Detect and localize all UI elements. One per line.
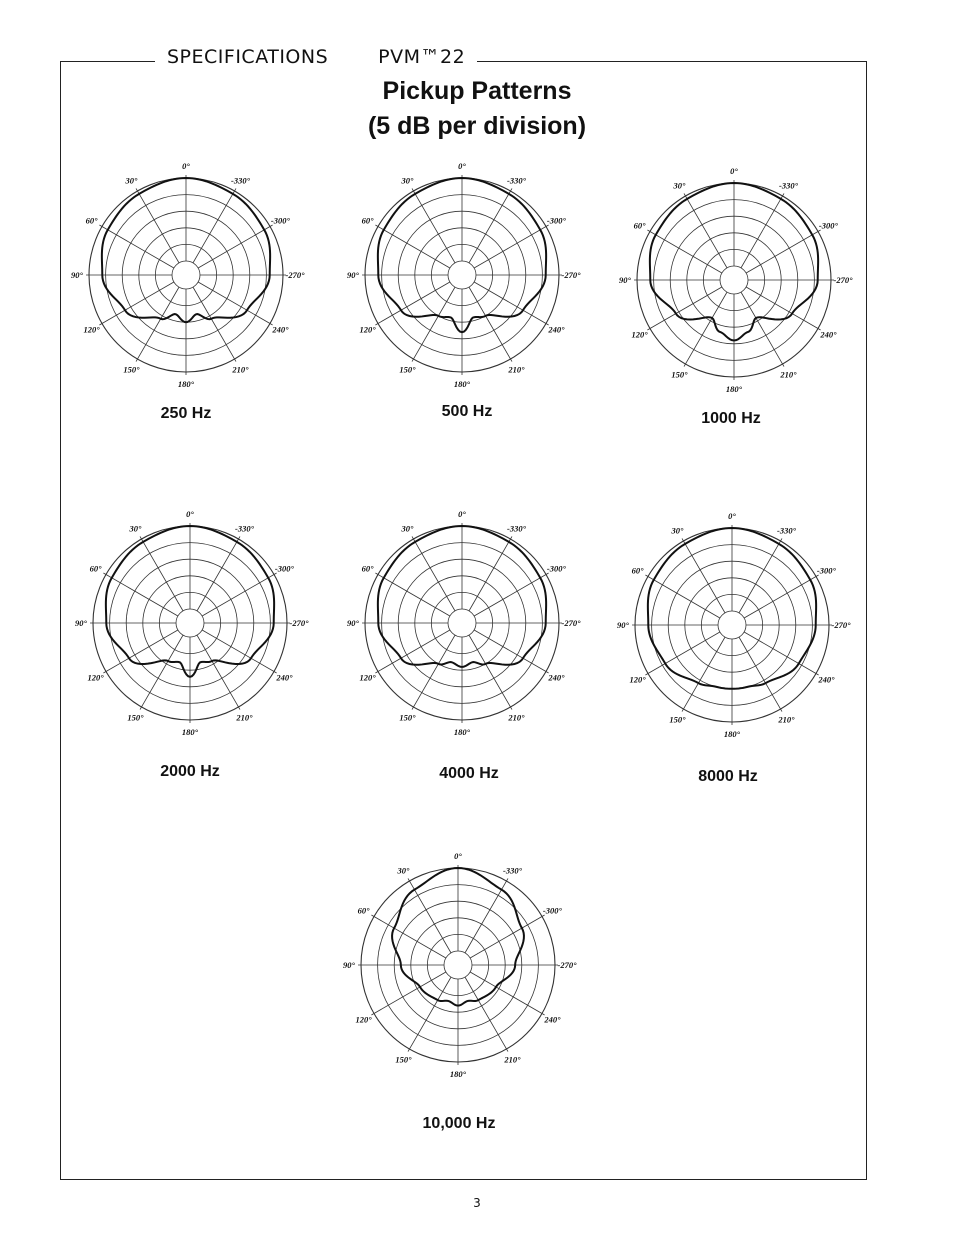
- angle-label: 180°: [453, 379, 471, 389]
- angle-label: 60°: [633, 220, 646, 231]
- title-line-2: (5 dB per division): [367, 112, 587, 140]
- angle-label: 0°: [730, 166, 738, 176]
- angle-label: 210°: [236, 712, 253, 723]
- angle-label: 150°: [123, 364, 140, 375]
- angle-label: 180°: [181, 727, 199, 737]
- angle-label: -270°: [561, 270, 581, 280]
- angle-label: -270°: [561, 618, 581, 628]
- polar-ring: [448, 609, 476, 637]
- angle-label: 120°: [355, 1014, 372, 1025]
- angle-label: 150°: [671, 369, 688, 380]
- page-header: [155, 44, 477, 70]
- freq-label-250hz: 250 Hz: [160, 405, 212, 422]
- angle-label: 240°: [818, 674, 835, 685]
- polar-chart-1000hz: [614, 165, 854, 395]
- angle-label: -300°: [270, 215, 290, 226]
- angle-label: 90°: [71, 270, 83, 280]
- angle-label: 120°: [359, 672, 376, 683]
- angle-label: 90°: [343, 960, 355, 970]
- polar-ring: [720, 266, 748, 294]
- angle-label: 60°: [89, 563, 102, 574]
- angle-label: 150°: [669, 714, 686, 725]
- freq-label-10000hz: 10,000 Hz: [422, 1115, 496, 1132]
- angle-label: 210°: [508, 712, 525, 723]
- angle-label: 120°: [87, 672, 104, 683]
- angle-label: 30°: [673, 180, 686, 191]
- angle-label: -330°: [235, 523, 254, 534]
- polar-chart-4000hz: [342, 508, 582, 738]
- polar-chart-10000hz: [338, 850, 578, 1080]
- angle-label: 210°: [504, 1054, 521, 1065]
- angle-label: 150°: [395, 1054, 412, 1065]
- angle-label: -300°: [816, 565, 836, 576]
- freq-label-8000hz: 8000 Hz: [698, 768, 758, 785]
- angle-label: 0°: [458, 161, 466, 171]
- angle-label: 30°: [125, 175, 138, 186]
- angle-label: 60°: [361, 215, 374, 226]
- angle-label: 150°: [127, 712, 144, 723]
- angle-label: 60°: [631, 565, 644, 576]
- angle-label: 30°: [401, 175, 414, 186]
- angle-label: 90°: [617, 620, 629, 630]
- angle-label: -330°: [777, 525, 796, 536]
- angle-label: 240°: [820, 329, 837, 340]
- angle-label: 180°: [725, 384, 743, 394]
- angle-label: 120°: [359, 324, 376, 335]
- angle-label: -300°: [546, 563, 566, 574]
- angle-label: 90°: [75, 618, 87, 628]
- angle-label: 30°: [671, 525, 684, 536]
- angle-label: -330°: [779, 180, 798, 191]
- angle-label: 60°: [361, 563, 374, 574]
- page-title: [0, 74, 954, 144]
- angle-label: 180°: [177, 379, 195, 389]
- angle-label: 180°: [723, 729, 741, 739]
- angle-label: 30°: [129, 523, 142, 534]
- polar-ring: [444, 951, 472, 979]
- freq-label-4000hz: 4000 Hz: [439, 765, 499, 782]
- freq-label-1000hz: 1000 Hz: [701, 410, 761, 427]
- angle-label: -270°: [831, 620, 851, 630]
- angle-label: 150°: [399, 364, 416, 375]
- angle-label: -330°: [503, 865, 522, 876]
- angle-label: 240°: [548, 324, 565, 335]
- angle-label: 60°: [357, 905, 370, 916]
- angle-label: -330°: [507, 175, 526, 186]
- angle-label: 210°: [780, 369, 797, 380]
- angle-label: -300°: [818, 220, 838, 231]
- angle-label: 30°: [397, 865, 410, 876]
- angle-label: -270°: [285, 270, 305, 280]
- polar-ring: [172, 261, 200, 289]
- freq-label-500hz: 500 Hz: [441, 403, 493, 420]
- angle-label: 210°: [508, 364, 525, 375]
- angle-label: 60°: [85, 215, 98, 226]
- angle-label: -270°: [833, 275, 853, 285]
- angle-label: 0°: [458, 509, 466, 519]
- angle-label: 240°: [272, 324, 289, 335]
- polar-chart-2000hz: [70, 508, 310, 738]
- angle-label: -300°: [546, 215, 566, 226]
- angle-label: 120°: [631, 329, 648, 340]
- polar-ring: [718, 611, 746, 639]
- freq-label-2000hz: 2000 Hz: [160, 763, 220, 780]
- page-number: 3: [473, 1196, 481, 1210]
- angle-label: 180°: [449, 1069, 467, 1079]
- section-label: SPECIFICATIONS: [167, 46, 329, 68]
- angle-label: 0°: [182, 161, 190, 171]
- polar-chart-500hz: [342, 160, 582, 390]
- angle-label: 240°: [276, 672, 293, 683]
- angle-label: 30°: [401, 523, 414, 534]
- title-line-1: Pickup Patterns: [382, 77, 572, 105]
- angle-label: 0°: [454, 851, 462, 861]
- angle-label: 240°: [544, 1014, 561, 1025]
- angle-label: 180°: [453, 727, 471, 737]
- angle-label: 0°: [728, 511, 736, 521]
- angle-label: 90°: [347, 270, 359, 280]
- polar-ring: [448, 261, 476, 289]
- angle-label: -270°: [557, 960, 577, 970]
- angle-label: -300°: [542, 905, 562, 916]
- model-label: PVM™22: [378, 46, 466, 68]
- angle-label: 210°: [778, 714, 795, 725]
- angle-label: 0°: [186, 509, 194, 519]
- angle-label: -270°: [289, 618, 309, 628]
- polar-chart-250hz: [66, 160, 306, 390]
- angle-label: 240°: [548, 672, 565, 683]
- angle-label: -330°: [231, 175, 250, 186]
- angle-label: 150°: [399, 712, 416, 723]
- angle-label: 120°: [83, 324, 100, 335]
- angle-label: 210°: [232, 364, 249, 375]
- angle-label: 120°: [629, 674, 646, 685]
- angle-label: -300°: [274, 563, 294, 574]
- polar-ring: [176, 609, 204, 637]
- angle-label: 90°: [347, 618, 359, 628]
- polar-chart-8000hz: [612, 510, 852, 740]
- angle-label: -330°: [507, 523, 526, 534]
- angle-label: 90°: [619, 275, 631, 285]
